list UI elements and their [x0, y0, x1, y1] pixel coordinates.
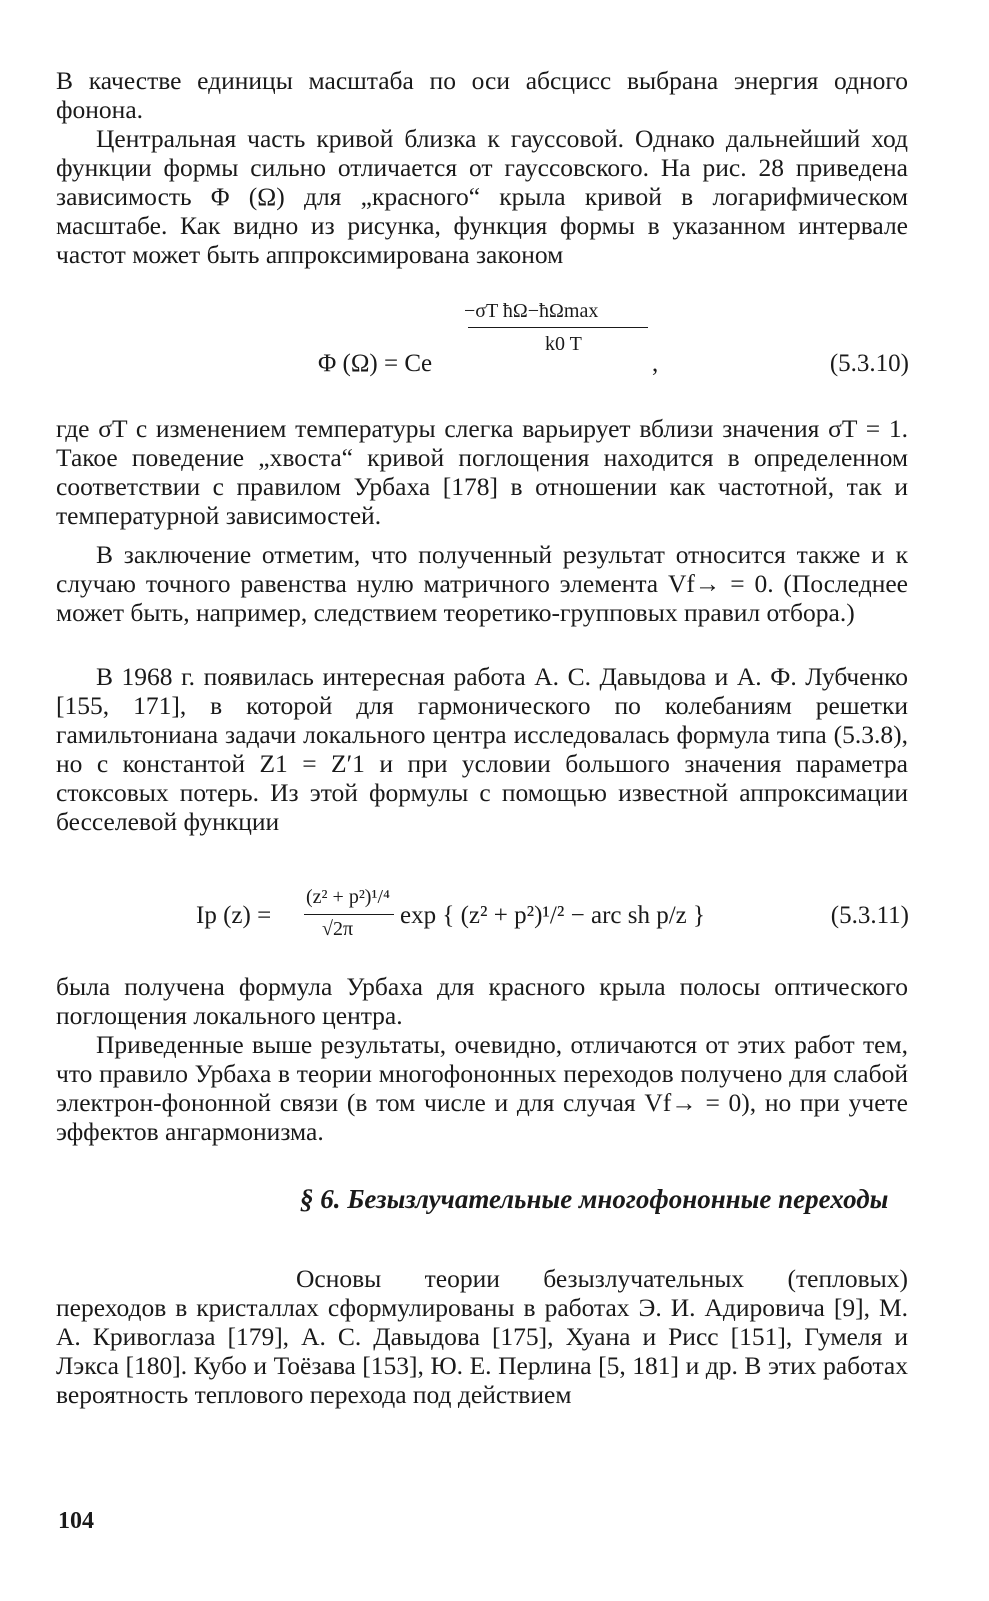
eq2-fraction-bar [304, 914, 394, 915]
eq1-comma: , [652, 350, 659, 377]
eq1-number: (5.3.10) [829, 350, 909, 377]
page-number: 104 [58, 1508, 94, 1534]
eq2-number: (5.3.11) [830, 902, 909, 929]
eq1-exponent-numerator: −σT ħΩ−ħΩmax [464, 300, 599, 322]
eq2-denominator: √2π [322, 918, 354, 940]
paragraph-4: В заключение отметим, что полученный результат относится также и к случаю точного равенства нулю матричного элемента Vf→ = 0. (Последнее может быть, например, следствием теоретико-групповых правил отбора.) [56, 540, 908, 627]
section-heading: § 6. Безызлучательные многофононные переходы [300, 1184, 889, 1214]
eq1-lhs: Φ (Ω) = Ce [318, 350, 433, 377]
paragraph-5: В 1968 г. появилась интересная работа А. С. Давыдова и А. Ф. Лубченко [155, 171], в которой для гармонического по колебаниям решетки гамильтониана задачи локального центра исследовалась формула типа (5.3.8), но с константой Z1 = Z′1 и при условии большого значения параметра стоксовых потерь. Из этой формулы с помощью известной аппроксимации бесселевой функции [56, 662, 908, 836]
paragraph-8: Основы теории безызлучательных (тепловых) переходов в кристаллах сформулированы в работах Э. И. Адировича [9], М. А. Кривоглаза [179], А. С. Давыдова [175], Хуана и Рисс [151], Гумеля и Лэкса [180]. Кубо и Тоёзава [153], Ю. Е. Перлина [5, 181] и др. В этих работах вероятность теплового перехода под действием [56, 1264, 908, 1409]
paragraph-2: Центральная часть кривой близка к гауссовой. Однако дальнейший ход функции формы сильно отличается от гауссовского. На рис. 28 приведена зависимость Φ (Ω) для „красного“ крыла кривой в логарифмическом масштабе. Как видно из рисунка, функция формы в указанном интервале частот может быть аппроксимирована законом [56, 124, 908, 269]
paragraph-7: Приведенные выше результаты, очевидно, отличаются от этих работ тем, что правило Урбаха в теории многофононных переходов получено для слабой электрон-фононной связи (в том числе и для случая Vf→ = 0), но при учете эффектов ангармонизма. [56, 1030, 908, 1146]
paragraph-3: где σT с изменением температуры слегка варьирует вблизи значения σT = 1. Такое поведение „хвоста“ кривой поглощения находится в определенном соответствии с правилом Урбаха [178] в отношении как частотной, так и температурной зависимостей. [56, 414, 908, 530]
eq1-exponent-denominator: k0 T [545, 333, 582, 355]
paragraph-1: В качестве единицы масштаба по оси абсцисс выбрана энергия одного фонона. [56, 66, 908, 124]
eq2-lhs: Ip (z) = [196, 902, 272, 929]
eq2-rhs: exp { (z² + p²)¹/² − arc sh p/z } [400, 902, 706, 929]
eq1-fraction-bar [468, 327, 648, 328]
paragraph-6: была получена формула Урбаха для красного крыла полосы оптического поглощения локального центра. [56, 972, 908, 1030]
eq2-numerator: (z² + p²)¹/⁴ [306, 886, 390, 908]
